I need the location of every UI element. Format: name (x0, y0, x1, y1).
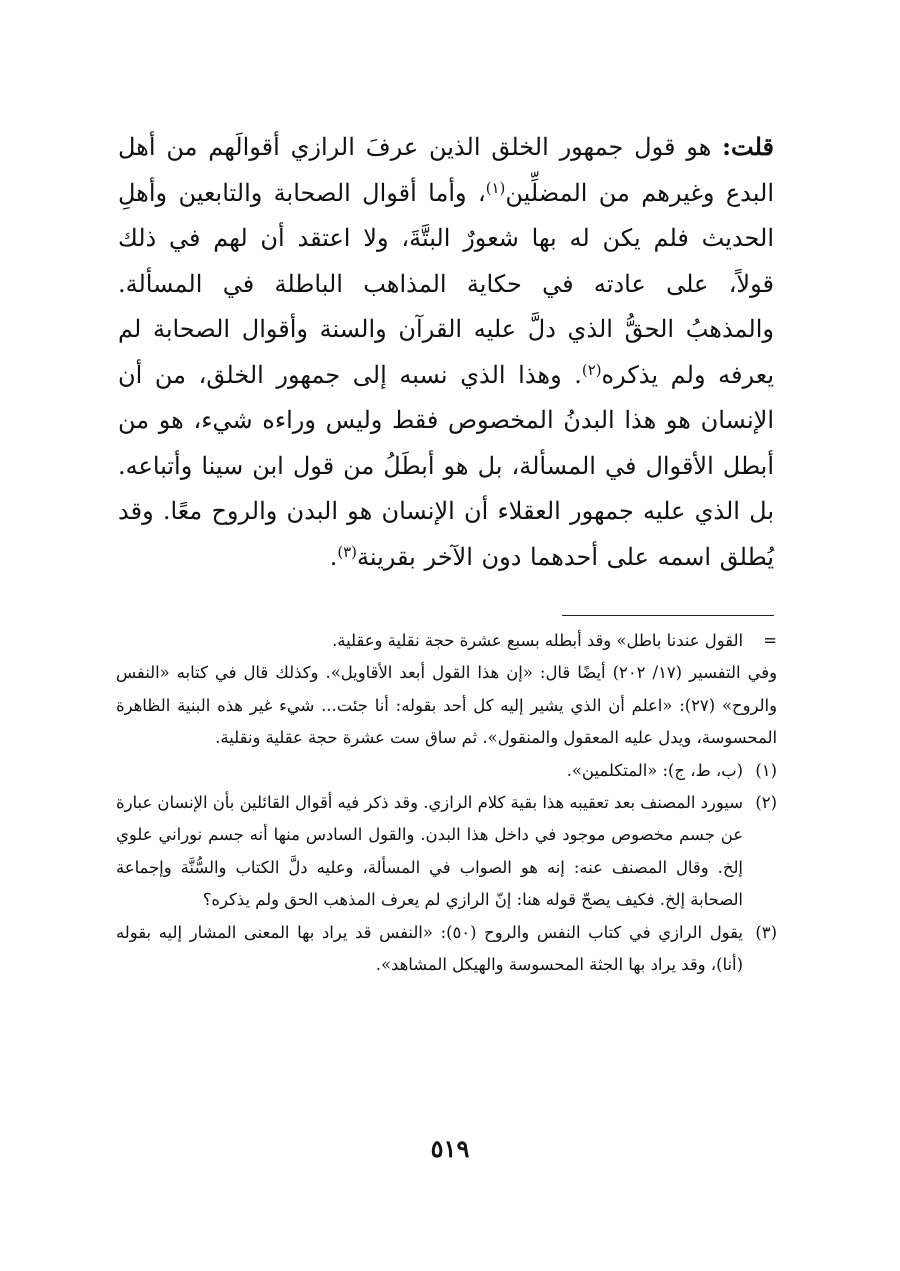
footnote-2-marker: (٢) (755, 793, 777, 813)
footnote-1-text: (ب، ط، ج): «المتكلمين». (566, 760, 743, 780)
footnote-continuation (116, 625, 777, 657)
footnote-3 (116, 917, 777, 982)
footnote-3-text: يقول الرازي في كتاب النفس والروح (٥٠): «النفس قد يراد بها المعنى المشار إليه بقوله (أنا)، وقد يراد بها الجثة المحسوسة والهيكل المشاهد». (116, 922, 743, 975)
footnote-2-body (116, 787, 743, 917)
main-text-part-4: . (329, 542, 338, 571)
paragraph-lead-word: قلت: (722, 132, 774, 161)
continuation-body (116, 625, 743, 657)
footnote-reference-3: (٣) (337, 542, 357, 561)
continuation-paragraph-2 (116, 657, 777, 754)
footnote-1 (116, 755, 777, 787)
footnote-2-text: سيورد المصنف بعد تعقيبه هذا بقية كلام الرازي. وقد ذكر فيه أقوال القائلين بأن الإنسان عبارة عن جسم مخصوص موجود في داخل هذا البدن. والقول السادس منها أنه جسم نوراني علوي إلخ. وقال المصنف عنه: إنه هو الصواب في المسألة، وعليه دلَّ الكتاب والسُّنَّة وإجماعة الصحابة إلخ. فكيف يصحّ قوله هنا: إنّ الرازي لم يعرف المذهب الحق ولم يذكره؟ (116, 793, 743, 910)
main-text-part-3: . وهذا الذي نسبه إلى جمهور الخلق، من أن الإنسان هو هذا البدنُ المخصوص فقط وليس وراءه شيء، هو من أبطل الأقوال في المسألة، بل هو أبطَلُ من قول ابن سينا وأتباعه. بل الذي عليه جمهور العقلاء أن الإنسان هو البدن والروح معًا. وقد يُطلق اسمه على أحدهما دون الآخر بقرينة (118, 360, 775, 571)
footnote-reference-1: (١) (485, 178, 506, 197)
continuation-line-1: القول عندنا باطل» وقد أبطله بسبع عشرة حجة نقلية وعقلية. (332, 631, 743, 650)
footnote-3-marker: (٣) (755, 922, 777, 942)
footnote-reference-2: (٢) (581, 360, 602, 379)
continuation-line-2: وفي التفسير (١٧/ ٢٠٢) أيضًا قال: «إن هذا القول أبعد الأقاويل». وكذلك قال في كتابه «النفس والروح» (٢٧): «اعلم أن الذي يشير إليه كل أحد بقوله: أنا جئت... شيء غير هذه البنية الظاهرة المحسوسة، ويدل عليه المعقول والمنقول». ثم ساق ست عشرة حجة عقلية ونقلية. (116, 663, 778, 748)
continuation-marker: = (763, 631, 777, 650)
footnote-1-marker: (١) (755, 760, 777, 780)
footnote-2 (116, 787, 777, 917)
footnote-1-body (116, 755, 743, 787)
main-text-part-1: هو قول جمهور الخلق الذين عرفَ الرازي أقوالَهم من أهل البدع وغيرهم من المضلِّين (118, 133, 774, 207)
footnotes-section (116, 625, 777, 981)
main-paragraph (118, 124, 774, 580)
footnote-separator-line (562, 615, 774, 616)
page-number: ٥١٩ (430, 1134, 470, 1163)
footnote-3-body (116, 917, 743, 982)
main-text-part-2: ، وأما أقوال الصحابة والتابعين وأهلِ الحديث فلم يكن له بها شعورٌ البتَّةَ، ولا اعتقد أن لهم في ذلك قولاً، على عادته في حكاية المذاهب الباطلة في المسألة. والمذهبُ الحقُّ الذي دلَّ عليه القرآن والسنة وأقوال الصحابة لم يعرفه ولم يذكره (118, 178, 775, 389)
